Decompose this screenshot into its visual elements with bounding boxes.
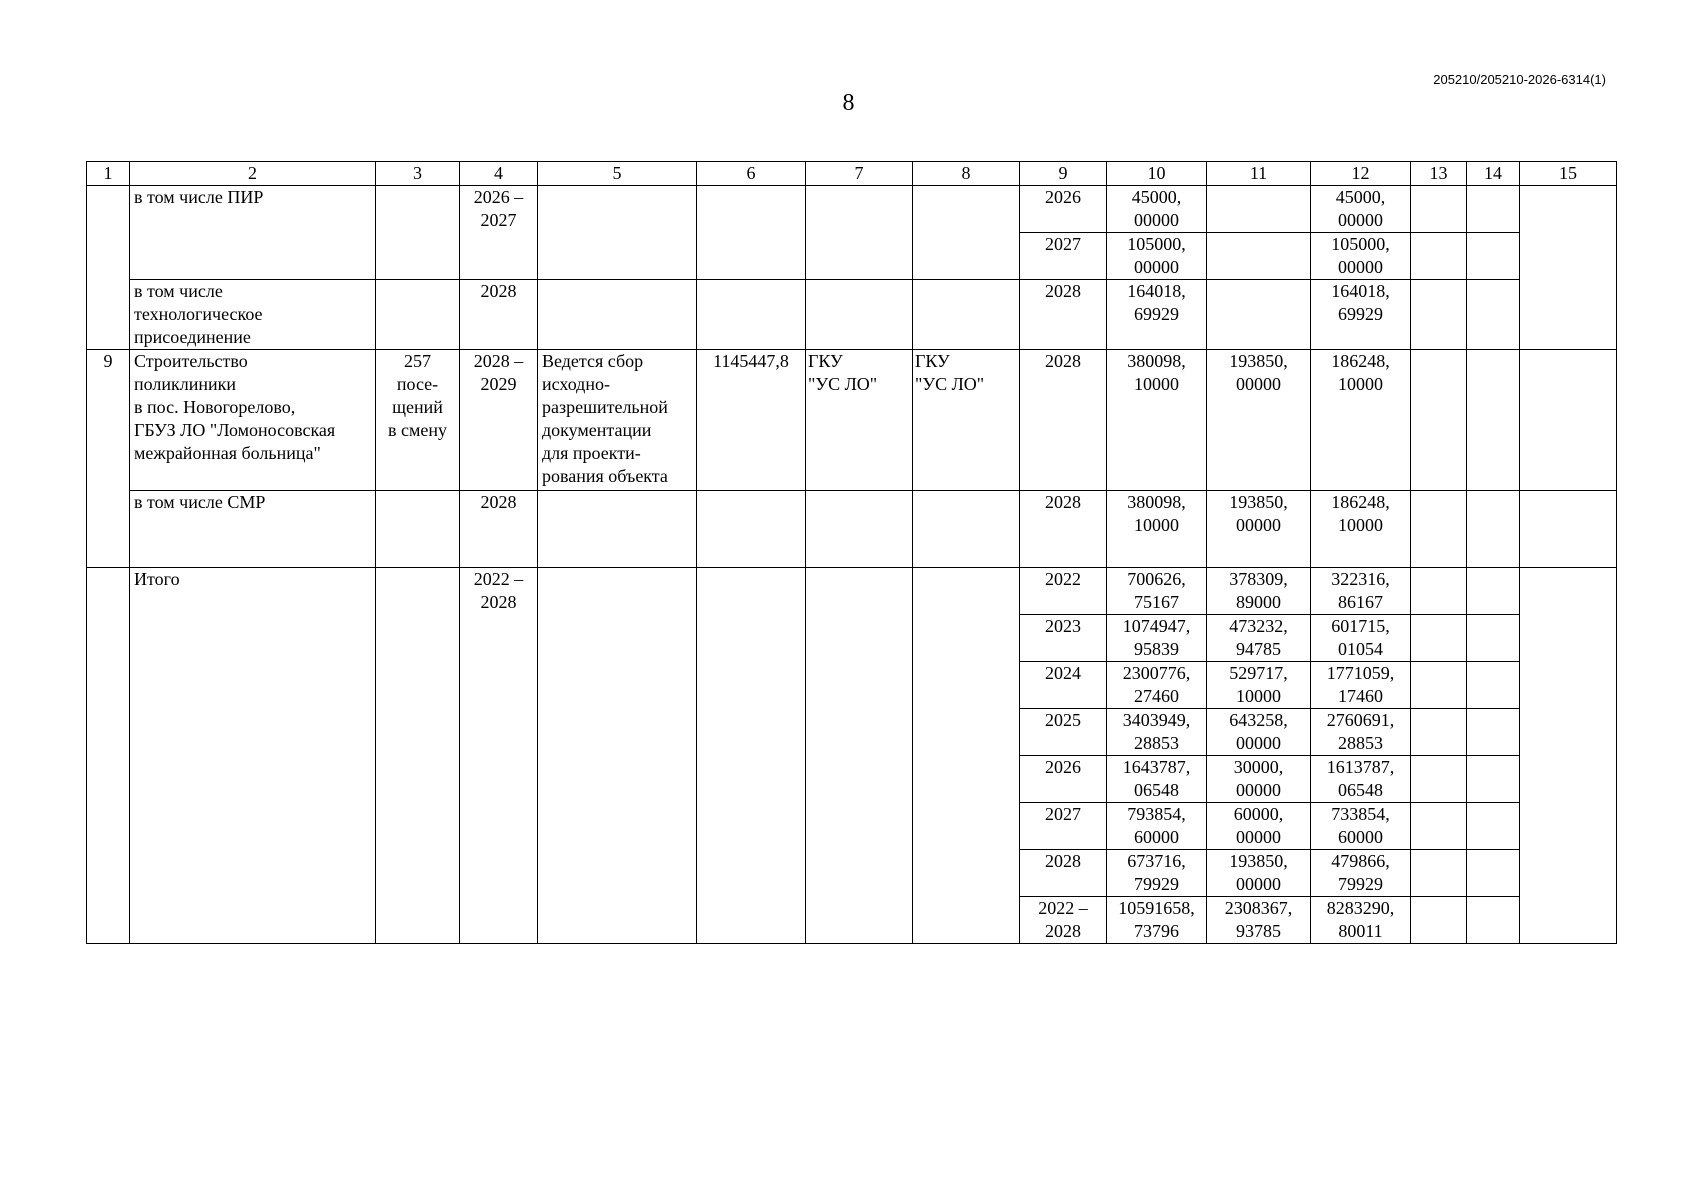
column-number-row [87, 162, 1617, 186]
value-cell: 322316, 86167 [1311, 568, 1411, 615]
value-cell: 643258, 00000 [1207, 709, 1311, 756]
period-cell: 2028 [460, 280, 538, 350]
column-header: 13 [1411, 162, 1467, 186]
value-cell: 1643787, 06548 [1107, 756, 1207, 803]
column-header: 1 [87, 162, 130, 186]
developer-cell [913, 491, 1020, 568]
item-name-cell: в том числе СМР [130, 491, 376, 568]
row-number-cell [87, 568, 130, 944]
year-cell: 2028 [1020, 280, 1107, 350]
value-cell: 378309, 89000 [1207, 568, 1311, 615]
developer-cell [913, 568, 1020, 944]
empty-cell [1411, 615, 1467, 662]
value-cell: 105000, 00000 [1107, 233, 1207, 280]
empty-cell [1520, 568, 1617, 944]
value-cell: 164018, 69929 [1107, 280, 1207, 350]
row-number-cell: 9 [87, 350, 130, 568]
empty-cell [1411, 803, 1467, 850]
year-cell: 2028 [1020, 491, 1107, 568]
empty-cell [1411, 756, 1467, 803]
value-cell: 30000, 00000 [1207, 756, 1311, 803]
customer-cell [806, 186, 913, 280]
empty-cell [1411, 850, 1467, 897]
value-cell: 2308367, 93785 [1207, 897, 1311, 944]
capacity-cell [376, 568, 460, 944]
year-cell: 2027 [1020, 803, 1107, 850]
table-row [87, 350, 1617, 491]
item-name-cell: в том числе технологическое присоединение [130, 280, 376, 350]
status-cell [538, 280, 697, 350]
empty-cell [1467, 615, 1520, 662]
year-cell: 2028 [1020, 350, 1107, 491]
status-cell [538, 491, 697, 568]
capacity-cell [376, 491, 460, 568]
table-row [87, 280, 1617, 350]
value-cell: 45000, 00000 [1107, 186, 1207, 233]
value-cell: 473232, 94785 [1207, 615, 1311, 662]
empty-cell [1411, 491, 1467, 568]
value-cell: 601715, 01054 [1311, 615, 1411, 662]
value-cell: 1074947, 95839 [1107, 615, 1207, 662]
column-header: 6 [697, 162, 806, 186]
customer-cell [806, 491, 913, 568]
empty-cell [1467, 568, 1520, 615]
total-label-cell: Итого [130, 568, 376, 944]
year-cell: 2023 [1020, 615, 1107, 662]
value-cell: 186248, 10000 [1311, 350, 1411, 491]
value-cell: 793854, 60000 [1107, 803, 1207, 850]
value-cell: 45000, 00000 [1311, 186, 1411, 233]
value-cell: 380098, 10000 [1107, 350, 1207, 491]
empty-cell [1411, 662, 1467, 709]
cost-cell [697, 568, 806, 944]
value-cell: 193850, 00000 [1207, 850, 1311, 897]
investment-table [86, 161, 1617, 944]
value-cell: 3403949, 28853 [1107, 709, 1207, 756]
value-cell: 193850, 00000 [1207, 350, 1311, 491]
period-cell: 2022 – 2028 [460, 568, 538, 944]
empty-cell [1520, 186, 1617, 350]
empty-cell [1411, 897, 1467, 944]
empty-cell [1467, 756, 1520, 803]
empty-cell [1467, 709, 1520, 756]
column-header: 15 [1520, 162, 1617, 186]
column-header: 2 [130, 162, 376, 186]
value-cell [1207, 186, 1311, 233]
value-cell: 60000, 00000 [1207, 803, 1311, 850]
year-cell: 2027 [1020, 233, 1107, 280]
year-cell: 2026 [1020, 756, 1107, 803]
column-header: 4 [460, 162, 538, 186]
cost-cell [697, 280, 806, 350]
cost-cell: 1145447,8 [697, 350, 806, 491]
table-row [87, 491, 1617, 568]
year-cell: 2024 [1020, 662, 1107, 709]
value-cell: 529717, 10000 [1207, 662, 1311, 709]
column-header: 14 [1467, 162, 1520, 186]
value-cell: 700626, 75167 [1107, 568, 1207, 615]
value-cell: 164018, 69929 [1311, 280, 1411, 350]
empty-cell [1467, 350, 1520, 491]
empty-cell [1411, 186, 1467, 233]
period-cell: 2028 [460, 491, 538, 568]
cost-cell [697, 186, 806, 280]
year-cell: 2026 [1020, 186, 1107, 233]
column-header: 8 [913, 162, 1020, 186]
empty-cell [1467, 280, 1520, 350]
year-cell: 2028 [1020, 850, 1107, 897]
empty-cell [1467, 186, 1520, 233]
capacity-cell [376, 186, 460, 280]
period-cell: 2028 – 2029 [460, 350, 538, 491]
column-header: 9 [1020, 162, 1107, 186]
value-cell: 186248, 10000 [1311, 491, 1411, 568]
developer-cell [913, 280, 1020, 350]
empty-cell [1411, 350, 1467, 491]
empty-cell [1467, 897, 1520, 944]
empty-cell [1411, 709, 1467, 756]
customer-cell: ГКУ "УС ЛО" [806, 350, 913, 491]
column-header: 12 [1311, 162, 1411, 186]
empty-cell [1520, 350, 1617, 491]
empty-cell [1467, 803, 1520, 850]
empty-cell [1411, 280, 1467, 350]
value-cell: 2760691, 28853 [1311, 709, 1411, 756]
empty-cell [1467, 233, 1520, 280]
capacity-cell [376, 280, 460, 350]
item-name-cell: в том числе ПИР [130, 186, 376, 280]
column-header: 11 [1207, 162, 1311, 186]
column-header: 10 [1107, 162, 1207, 186]
value-cell: 193850, 00000 [1207, 491, 1311, 568]
value-cell: 105000, 00000 [1311, 233, 1411, 280]
status-cell [538, 186, 697, 280]
column-header: 3 [376, 162, 460, 186]
value-cell: 479866, 79929 [1311, 850, 1411, 897]
value-cell: 10591658, 73796 [1107, 897, 1207, 944]
year-cell: 2022 – 2028 [1020, 897, 1107, 944]
customer-cell [806, 280, 913, 350]
cost-cell [697, 491, 806, 568]
value-cell: 8283290, 80011 [1311, 897, 1411, 944]
customer-cell [806, 568, 913, 944]
empty-cell [1520, 491, 1617, 568]
value-cell: 2300776, 27460 [1107, 662, 1207, 709]
value-cell: 733854, 60000 [1311, 803, 1411, 850]
status-cell [538, 568, 697, 944]
developer-cell [913, 186, 1020, 280]
empty-cell [1467, 662, 1520, 709]
column-header: 5 [538, 162, 697, 186]
page-number: 8 [842, 90, 855, 116]
year-cell: 2022 [1020, 568, 1107, 615]
year-cell: 2025 [1020, 709, 1107, 756]
developer-cell: ГКУ "УС ЛО" [913, 350, 1020, 491]
empty-cell [1411, 568, 1467, 615]
period-cell: 2026 – 2027 [460, 186, 538, 280]
table-row [87, 568, 1617, 615]
value-cell: 673716, 79929 [1107, 850, 1207, 897]
value-cell: 1771059, 17460 [1311, 662, 1411, 709]
value-cell: 380098, 10000 [1107, 491, 1207, 568]
item-name-cell: Строительство поликлиники в пос. Новогорелово, ГБУЗ ЛО "Ломоносовская межрайонная больница" [130, 350, 376, 491]
status-cell: Ведется сбор исходно- разрешительной документации для проекти- рования объекта [538, 350, 697, 491]
document-id: 205210/205210-2026-6314(1) [1433, 72, 1606, 87]
value-cell: 1613787, 06548 [1311, 756, 1411, 803]
empty-cell [1467, 850, 1520, 897]
value-cell [1207, 233, 1311, 280]
column-header: 7 [806, 162, 913, 186]
empty-cell [1467, 491, 1520, 568]
value-cell [1207, 280, 1311, 350]
row-number-cell [87, 186, 130, 350]
empty-cell [1411, 233, 1467, 280]
capacity-cell: 257 посе- щений в смену [376, 350, 460, 491]
table-row [87, 186, 1617, 233]
